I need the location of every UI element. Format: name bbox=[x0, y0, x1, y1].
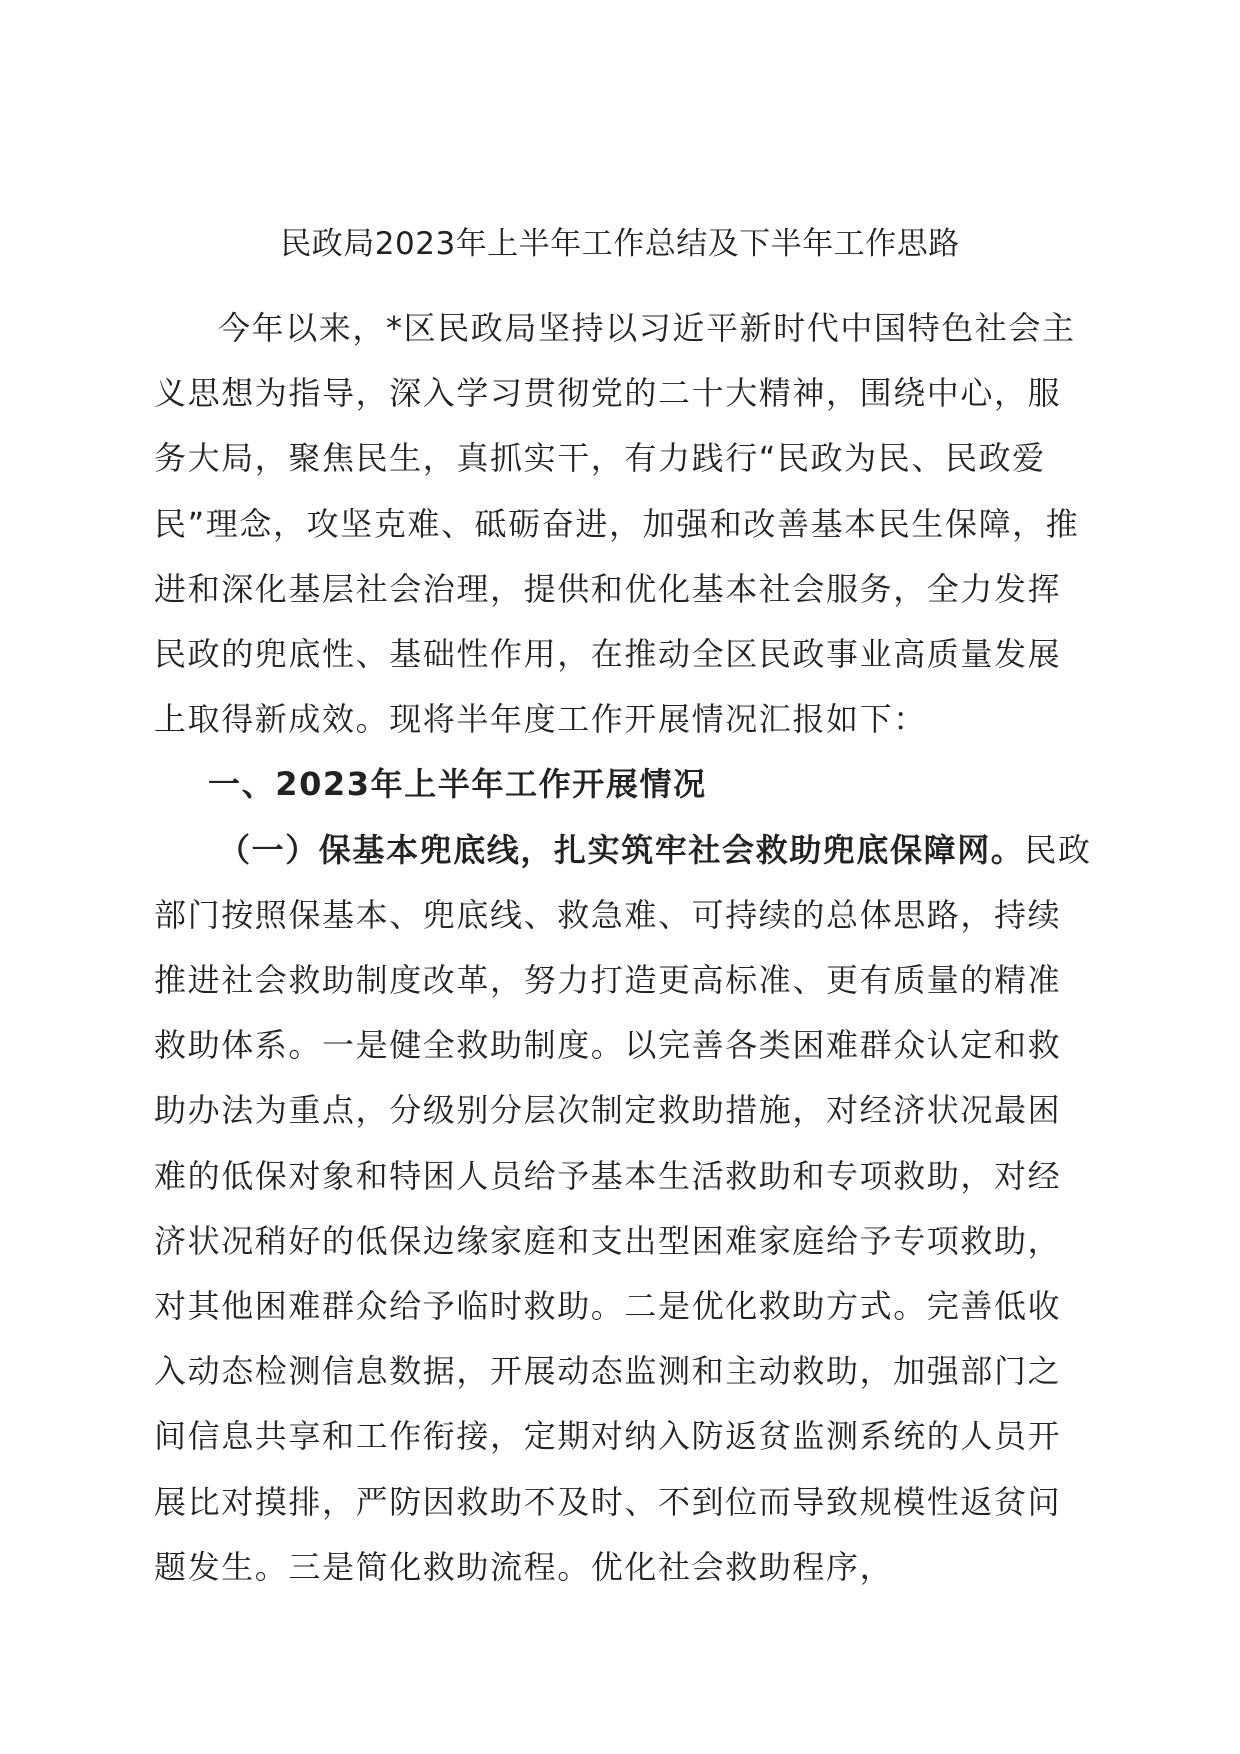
subsection-paragraph bbox=[154, 818, 1094, 1600]
subsection-lead: （一）保基本兜底线，扎实筑牢社会救助兜底保障网。 bbox=[218, 830, 1025, 869]
section-heading: 一、2023年上半年工作开展情况 bbox=[208, 765, 707, 804]
document-body bbox=[154, 296, 1094, 1600]
document-title: 民政局2023年上半年工作总结及下半年工作思路 bbox=[280, 226, 960, 262]
intro-paragraph: 今年以来，*区民政局坚持以习近平新时代中国特色社会主义思想为指导，深入学习贯彻党的二十大精神，围绕中心，服务大局，聚焦民生，真抓实干，有力践行“民政为民、民政爱民”理念，攻坚克难、砥砺奋进，加强和改善基本民生保障，推进和深化基层社会治理，提供和优化基本社会服务，全力发挥民政的兜底性、基础性作用，在推动全区民政事业高质量发展上取得新成效。现将半年度工作开展情况汇报如下： bbox=[154, 309, 1080, 739]
subsection-text: 民政部门按照保基本、兜底线、救急难、可持续的总体思路，持续推进社会救助制度改革，努力打造更高标准、更有质量的精准救助体系。一是健全救助制度。以完善各类困难群众认定和救助办法为重点，分级别分层次制定救助措施，对经济状况最困难的低保对象和特困人员给予基本生活救助和专项救助，对经济状况稍好的低保边缘家庭和支出型困难家庭给予专项救助，对其他困难群众给予临时救助。二是优化救助方式。完善低收入动态检测信息数据，开展动态监测和主动救助，加强部门之间信息共享和工作衔接，定期对纳入防返贫监测系统的人员开展比对摸排，严防因救助不及时、不到位而导致规模性返贫问题发生。三是简化救助流程。优化社会救助程序， bbox=[154, 830, 1092, 1586]
